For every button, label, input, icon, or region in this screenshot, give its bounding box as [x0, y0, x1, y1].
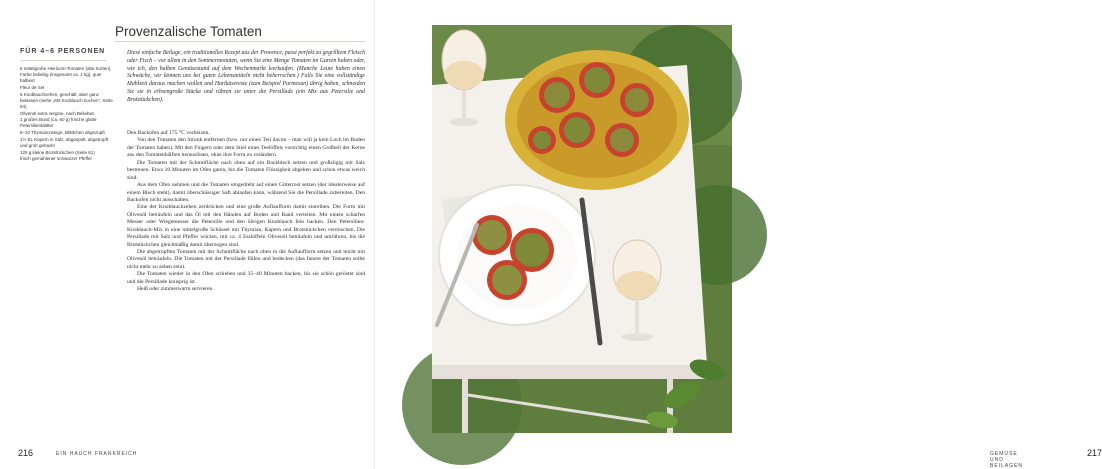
ingredient-item: Fleur de Sel — [20, 84, 45, 90]
ingredient-item: 125 g kleine Brotstückchen (Seite 61) — [20, 149, 95, 155]
ingredient-item: 6 Knoblauchzehen, geschält, aber ganz belassen (siehe „Mit Knoblauch kochen“, Seite 54) — [20, 91, 113, 109]
running-head-right: GEMÜSE UND BEILAGEN — [990, 451, 1024, 469]
page-number-left: 216 — [18, 448, 34, 458]
left-page — [0, 0, 375, 469]
step-paragraph: Die Tomaten wieder in den Ofen schieben und 35–40 Minuten backen, bis sie schön geröstet sind und die Persillade knusprig ist. — [127, 271, 365, 285]
title-divider — [115, 41, 365, 42]
food-photo — [432, 25, 732, 433]
servings-divider — [20, 60, 106, 61]
step-paragraph: Die abgetropften Tomaten mit der Schnittfläche nach oben in die Auflaufform setzen und leicht mit Olivenöl beträufeln. Die Tomaten mit der Persillade füllen und bedecken (das Innere der Tomaten sollte nicht mehr zu sehen sein). — [127, 249, 365, 270]
recipe-title: Provenzalische Tomaten — [115, 24, 262, 39]
ingredient-item: 6 mittelgroße Heirloom-Tomaten (alte Sorten), Farbe beliebig (insgesamt ca. 1 kg), quer halbiert — [20, 66, 112, 84]
step-paragraph: Eine der Knoblauchzehen zerdrücken und eine große Auflaufform damit einreiben. Die Form mit Olivenöl beträufeln und das Öl mit den Händen auf Boden und Rand verteilen. Mit einem scharfen Messer oder Wiegemesser die Petersilie und den übrigen Knoblauch fein hacken. Den Petersilien-Knoblauch-Mix in eine mittelgroße Schüssel mit Thymian, Kapern und Brotstückchen vermischen. Die Persillade mit Salz und Pfeffer würzen, mit ca. 4 Esslöffeln Olivenöl beträufeln und umrühren, bis die Brotstückchen gleichmäßig damit überzogen sind. — [127, 204, 365, 248]
ingredient-item: Olivenöl extra vergine, nach Belieben — [20, 110, 95, 116]
recipe-intro: Diese einfache Beilage, ein traditionelles Rezept aus der Provence, passt perfekt zu gegrilltem Fleisch oder Fisch – vor allem in den Sommermonaten, wenn Sie eine Menge Tomaten im Garten haben oder, wie ich, den halben Gemüsestand auf dem Wochenmarkt leerkaufen. (Manche Leute haben einen Schwäche, wir können uns bei guten Lebensmitteln nicht beherrschen.) Falls Sie eine vollständige Mahlzeit daraus machen wollen und Hartkäsereste (zum Beispiel Parmesan) übrig haben, schneiden Sie sie in erbsengroße Stücke und rühren sie unter die Persillade (ein Mix aus Petersilie und Brotstückchen). — [127, 50, 365, 103]
page-number-right: 217 — [1087, 448, 1102, 458]
running-head-left: EIN HAUCH FRANKREICH — [56, 451, 138, 457]
step-paragraph: Die Tomaten mit der Schnittfläche nach oben auf ein Backblech setzen und großzügig mit Salz bestreuen. Etwa 10 Minuten im Ofen garen, bis die Tomaten Flüssigkeit abgeben und schon etwas weich sind. — [127, 159, 365, 181]
ingredient-item: 1½ EL Kapern in Salz, abgespült, abgetropft und grob gehackt — [20, 136, 109, 148]
food-photo-illustration — [432, 25, 732, 433]
step-paragraph: Von den Tomaten den Strunk entfernen (bzw. nur einen Teil davon – man will ja kein Loch im Boden der Tomaten haben). Mit den Fingern oder dem Stiel eines Teelöffels vorsichtig einen Großteil der Kerne aus den Tomatenhälften herauslösen, ohne ihre Form zu verändern. — [127, 137, 365, 159]
step-paragraph: Aus dem Ofen nehmen und die Tomaten umgedreht auf einen Gitterrost setzen (der idealerweise auf einem Blech steht), damit überschüssiger Saft ablaufen kann, während Sie die Persillade zubereiten. Den Backofen nicht ausschalten. — [127, 182, 365, 203]
table-edge — [432, 365, 707, 379]
step-paragraph: Den Backofen auf 175 °C vorheizen. — [127, 130, 210, 136]
ingredient-item: 1 großes Bund (ca. 60 g) frische glatte Petersilienblätter — [20, 117, 97, 129]
table-leg — [462, 379, 468, 433]
step-paragraph: Heiß oder zimmerwarm servieren. — [137, 286, 214, 293]
ingredient-list — [20, 66, 116, 163]
servings-heading: FÜR 4–6 PERSONEN — [20, 48, 106, 55]
recipe-steps — [127, 130, 365, 294]
ingredient-item: frisch gemahlener schwarzer Pfeffer — [20, 156, 92, 162]
ingredient-item: 6–10 Thymianzweige, Blättchen abgezupft — [20, 130, 105, 136]
